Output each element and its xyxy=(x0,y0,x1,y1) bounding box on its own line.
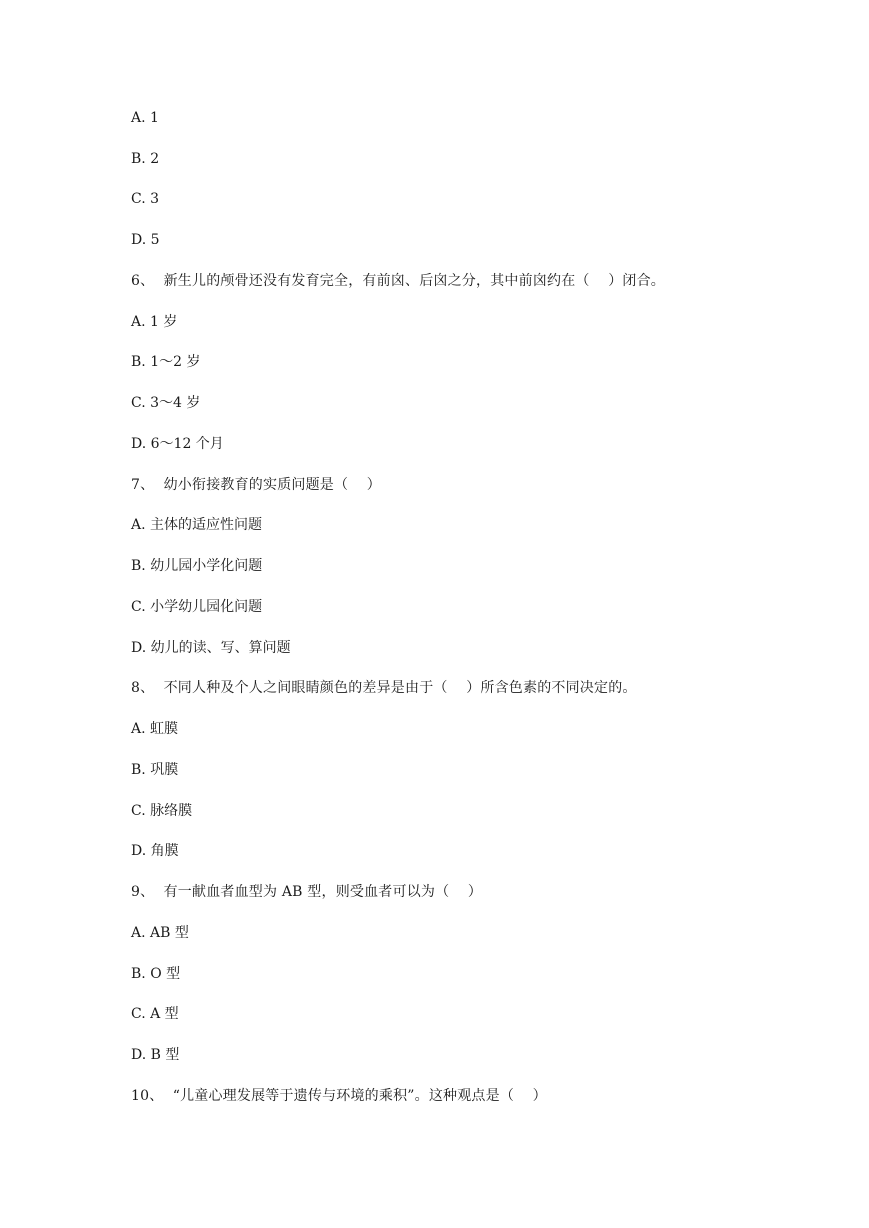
option-6b: B. 1～2 岁 xyxy=(131,354,201,370)
option-9c: C. A 型 xyxy=(131,1006,179,1022)
question-9: 9、 有一献血者血型为 AB 型，则受血者可以为（ ） xyxy=(131,884,483,900)
option-5a: A. 1 xyxy=(131,110,159,126)
option-8d: D. 角膜 xyxy=(131,843,179,859)
option-8a: A. 虹膜 xyxy=(131,721,179,737)
option-7c: C. 小学幼儿园化问题 xyxy=(131,599,263,615)
option-6a: A. 1 岁 xyxy=(131,314,178,330)
option-9a: A. AB 型 xyxy=(131,925,189,941)
option-7a: A. 主体的适应性问题 xyxy=(131,517,263,533)
question-8: 8、 不同人种及个人之间眼睛颜色的差异是由于（ ）所含色素的不同决定的。 xyxy=(131,680,637,696)
question-10: 10、 “儿童心理发展等于遗传与环境的乘积”。这种观点是（ ） xyxy=(131,1088,547,1104)
option-6c: C. 3～4 岁 xyxy=(131,395,201,411)
question-6: 6、 新生儿的颅骨还没有发育完全，有前囟、后囟之分，其中前囟约在（ ）闭合。 xyxy=(131,273,666,289)
option-9d: D. B 型 xyxy=(131,1047,180,1063)
option-7d: D. 幼儿的读、写、算问题 xyxy=(131,640,291,656)
question-7: 7、 幼小衔接教育的实质问题是（ ） xyxy=(131,477,382,493)
option-6d: D. 6～12 个月 xyxy=(131,436,224,452)
option-8c: C. 脉络膜 xyxy=(131,803,193,819)
option-5d: D. 5 xyxy=(131,232,160,248)
option-5c: C. 3 xyxy=(131,191,160,207)
option-7b: B. 幼儿园小学化问题 xyxy=(131,558,263,574)
option-8b: B. 巩膜 xyxy=(131,762,179,778)
option-9b: B. O 型 xyxy=(131,966,181,982)
option-5b: B. 2 xyxy=(131,151,160,167)
